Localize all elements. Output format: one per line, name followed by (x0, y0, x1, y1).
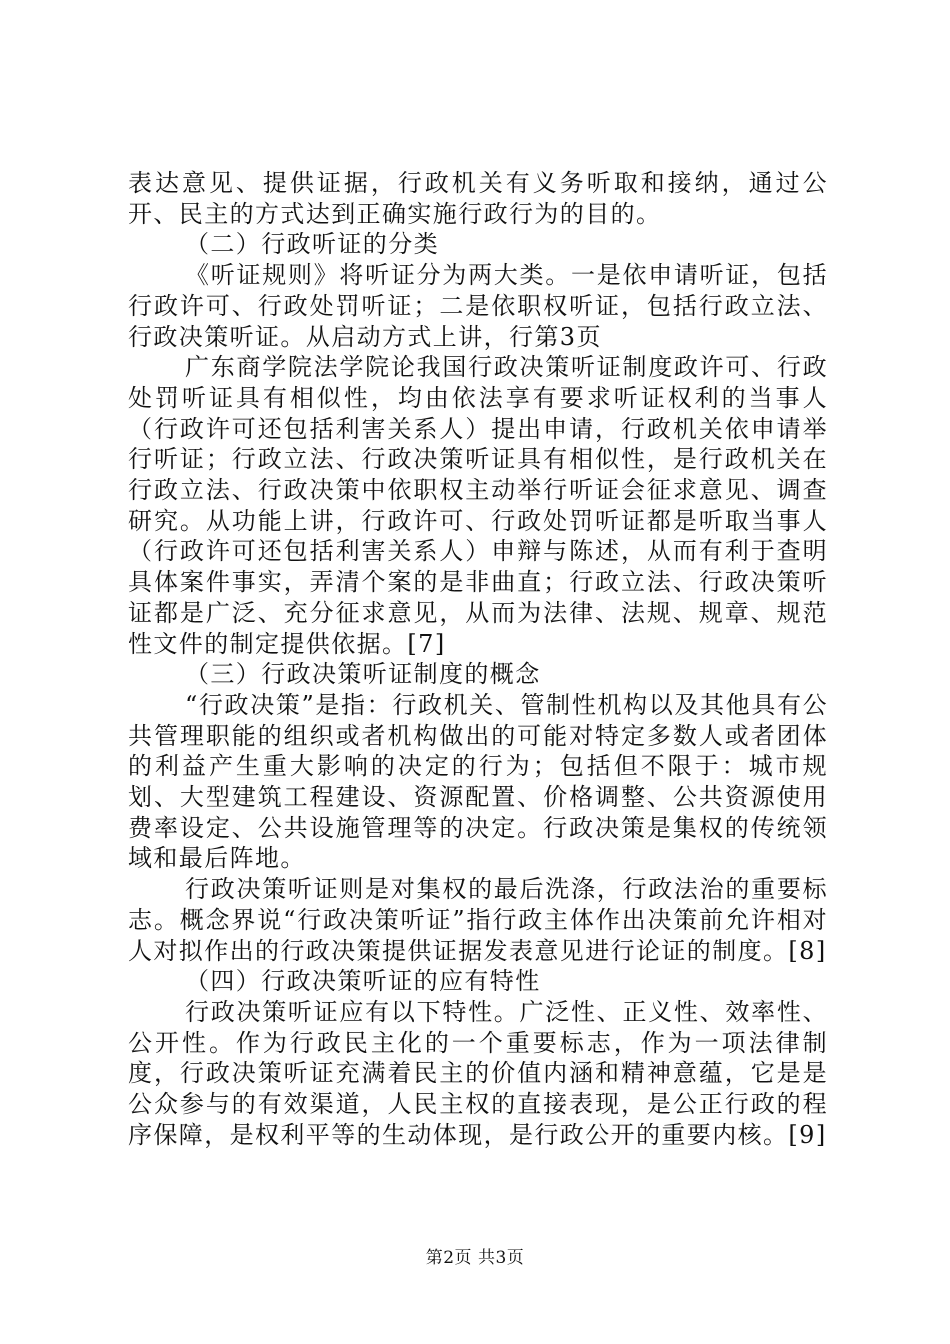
document-body (128, 168, 828, 1151)
section-heading-3: （三）行政决策听证制度的概念 (185, 660, 541, 689)
paragraph-7: 行政决策听证则是对集权的最后洗涤，行政法治的重要标志。概念界说“行政决策听证”指行政主体作出决策前允许相对人对拟作出的行政决策提供证据发表意见进行论证的制度。[8] (128, 875, 828, 965)
page-footer: 第2页 共3页 (425, 1248, 525, 1268)
paragraph-4: 广东商学院法学院论我国行政决策听证制度政许可、行政处罚听证具有相似性，均由依法享有要求听证权利的当事人（行政许可还包括利害关系人）提出申请，行政机关依申请举行听证；行政立法、行政决策听证具有相似性，是行政机关在行政立法、行政决策中依职权主动举行听证会征求意见、调查研究。从功能上讲，行政许可、行政处罚听证都是听取当事人（行政许可还包括利害关系人）申辩与陈述，从而有利于查明具体案件事实，弄清个案的是非曲直；行政立法、行政决策听证都是广泛、充分征求意见，从而为法律、法规、规章、规范性文件的制定提供依据。[7] (128, 353, 828, 658)
paragraph-6: “行政决策”是指：行政机关、管制性机构以及其他具有公共管理职能的组织或者机构做出的可能对特定多数人或者团体的利益产生重大影响的决定的行为；包括但不限于：城市规划、大型建筑工程建设、资源配置、价格调整、公共资源使用费率设定、公共设施管理等的决定。行政决策是集权的传统领域和最后阵地。 (128, 690, 828, 873)
paragraph-1: 表达意见、提供证据，行政机关有义务听取和接纳，通过公开、民主的方式达到正确实施行政行为的目的。 (128, 169, 828, 228)
section-heading-4: （四）行政决策听证的应有特性 (185, 967, 541, 996)
section-heading-2: （二）行政听证的分类 (185, 230, 439, 259)
paragraph-9: 行政决策听证应有以下特性。广泛性、正义性、效率性、公开性。作为行政民主化的一个重要标志，作为一项法律制度，行政决策听证充满着民主的价值内涵和精神意蕴，它是是公众参与的有效渠道，人民主权的直接表现，是公正行政的程序保障，是权利平等的生动体现，是行政公开的重要内核。[9] (128, 997, 828, 1149)
paragraph-3: 《听证规则》将听证分为两大类。一是依申请听证，包括行政许可、行政处罚听证；二是依职权听证，包括行政立法、行政决策听证。从启动方式上讲，行第3页 (128, 261, 828, 351)
